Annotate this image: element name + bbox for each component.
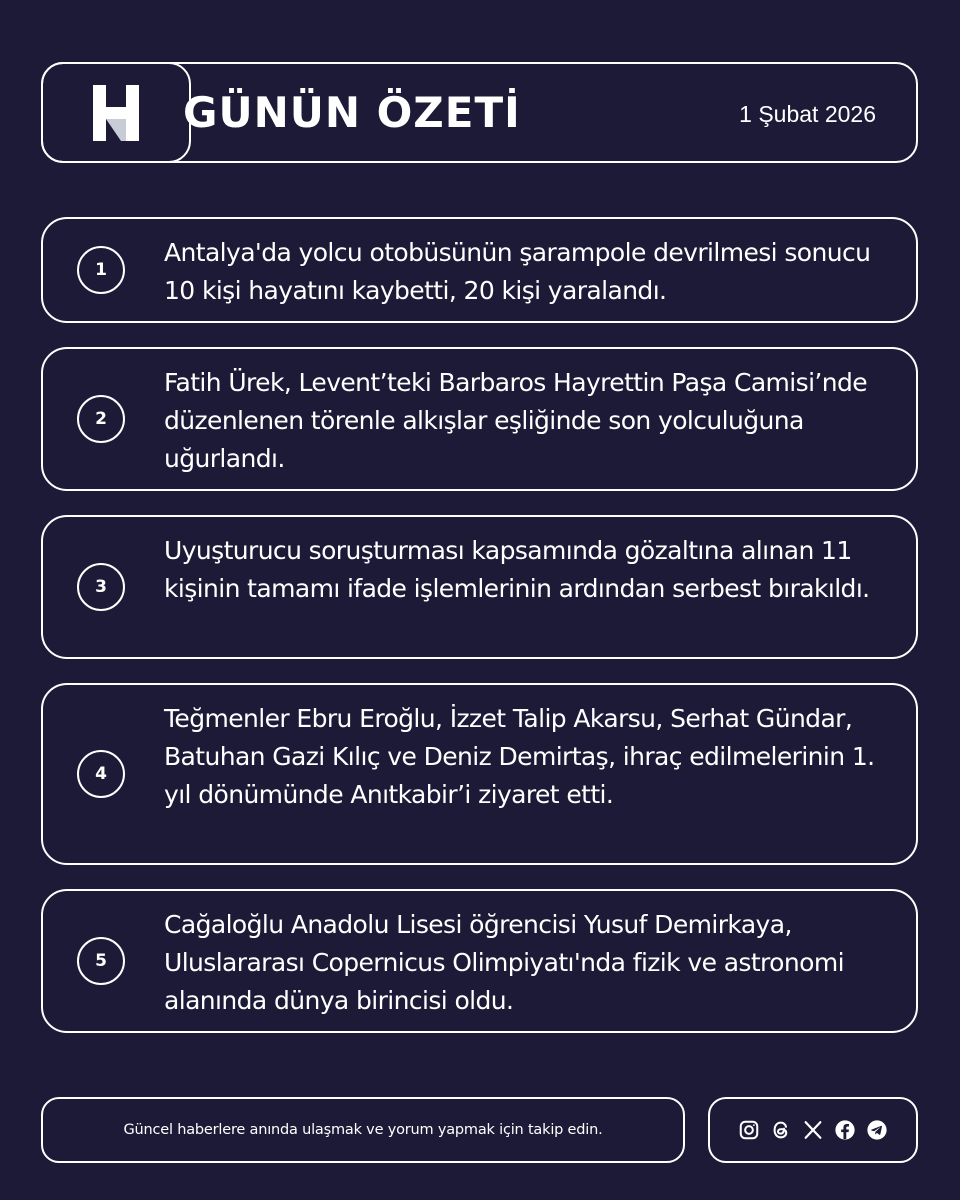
item-number-badge: 5 xyxy=(77,937,125,985)
page-title: GÜNÜN ÖZETİ xyxy=(183,88,521,137)
news-text: Antalya'da yolcu otobüsünün şarampole devrilmesi sonucu 10 kişi hayatını kaybetti, 20 kişi yaralandı. xyxy=(164,238,871,305)
item-number-badge: 2 xyxy=(77,395,125,443)
x-icon[interactable] xyxy=(801,1118,826,1143)
item-number-badge: 1 xyxy=(77,246,125,294)
date-label: 1 Şubat 2026 xyxy=(739,101,876,127)
header xyxy=(41,62,918,163)
item-number-badge: 4 xyxy=(77,750,125,798)
news-text: Cağaloğlu Anadolu Lisesi öğrencisi Yusuf Demirkaya, Uluslararası Copernicus Olimpiyatı'nda fizik ve astronomi alanında dünya birincisi oldu. xyxy=(164,910,844,1015)
news-item[interactable] xyxy=(41,217,918,323)
instagram-icon[interactable] xyxy=(737,1118,762,1143)
facebook-icon[interactable] xyxy=(833,1118,858,1143)
news-text: Uyuşturucu soruşturması kapsamında gözaltına alınan 11 kişinin tamamı ifade işlemlerinin ardından serbest bırakıldı. xyxy=(164,536,870,603)
social-links xyxy=(708,1097,918,1163)
logo[interactable] xyxy=(41,62,191,163)
item-number-badge: 3 xyxy=(77,563,125,611)
news-item[interactable] xyxy=(41,515,918,659)
news-text: Fatih Ürek, Levent’teki Barbaros Hayrettin Paşa Camisi’nde düzenlenen törenle alkışlar eşliğinde son yolculuğuna uğurlandı. xyxy=(164,368,868,473)
news-text: Teğmenler Ebru Eroğlu, İzzet Talip Akarsu, Serhat Gündar, Batuhan Gazi Kılıç ve Deniz Demirtaş, ihraç edilmelerinin 1. yıl dönümünde Anıtkabir’i ziyaret etti. xyxy=(164,704,875,809)
news-item[interactable] xyxy=(41,347,918,491)
threads-icon[interactable] xyxy=(769,1118,794,1143)
follow-cta xyxy=(41,1097,685,1163)
news-item[interactable] xyxy=(41,683,918,865)
follow-cta-text: Güncel haberlere anında ulaşmak ve yorum yapmak için takip edin. xyxy=(123,1122,603,1138)
news-item[interactable] xyxy=(41,889,918,1033)
h-logo-icon xyxy=(93,85,139,141)
telegram-icon[interactable] xyxy=(865,1118,890,1143)
